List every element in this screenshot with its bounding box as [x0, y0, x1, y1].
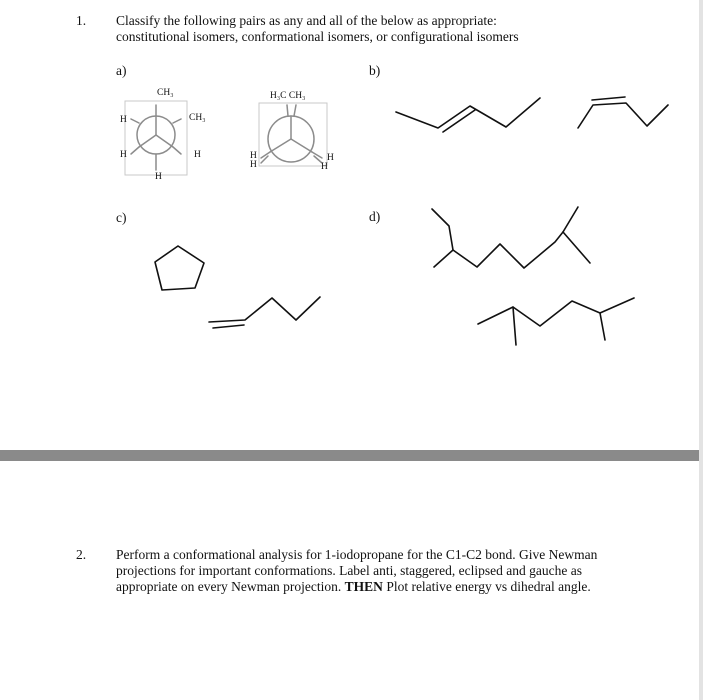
newman2-label-left-upper: H [250, 151, 257, 161]
q2-line-3-start: appropriate on every Newman projection. [116, 579, 345, 594]
q2-line-3-end: Plot relative energy vs dihedral angle. [382, 579, 591, 594]
part-a-label: a) [116, 63, 127, 78]
newman2-label-top: H₃C CH₃ [270, 91, 306, 101]
newman1-label-top: CH₃ [157, 88, 174, 98]
q1-line-1: Classify the following pairs as any and all of the below as appropriate: [116, 13, 497, 28]
newman1-label-upper-left: H [120, 115, 127, 125]
newman2-label-left-lower: H [250, 160, 257, 170]
part-b-label: b) [369, 63, 381, 78]
part-c-structures [155, 246, 320, 328]
newman2-label-right-lower: H [321, 162, 328, 172]
newman2-label-right-upper: H [327, 153, 334, 163]
q1-number: 1. [76, 13, 87, 28]
part-d-label: d) [369, 209, 381, 224]
q2-instructions [116, 547, 597, 595]
newman1-label-upper-right: CH₃ [189, 113, 206, 123]
q2-line-1: Perform a conformational analysis for 1-iodopropane for the C1-C2 bond. Give Newman [116, 547, 598, 562]
page-separator [0, 450, 703, 461]
q2-line-3 [116, 579, 597, 595]
newman1-label-lower-left: H [120, 150, 127, 160]
part-b-structures [396, 97, 668, 132]
newman1-label-bottom: H [155, 172, 162, 182]
newman1-label-lower-right: H [194, 150, 201, 160]
q2-number: 2. [76, 547, 87, 562]
part-d-structures [432, 207, 634, 345]
newman-projection-2 [259, 103, 327, 166]
part-c-label: c) [116, 210, 127, 225]
q1-line-2: constitutional isomers, conformational isomers, or configurational isomers [116, 29, 519, 44]
q2-then-emphasis: THEN [344, 579, 383, 594]
q2-line-2: projections for important conformations. Label anti, staggered, eclipsed and gauche as [116, 563, 582, 578]
newman-projection-1 [125, 101, 187, 175]
